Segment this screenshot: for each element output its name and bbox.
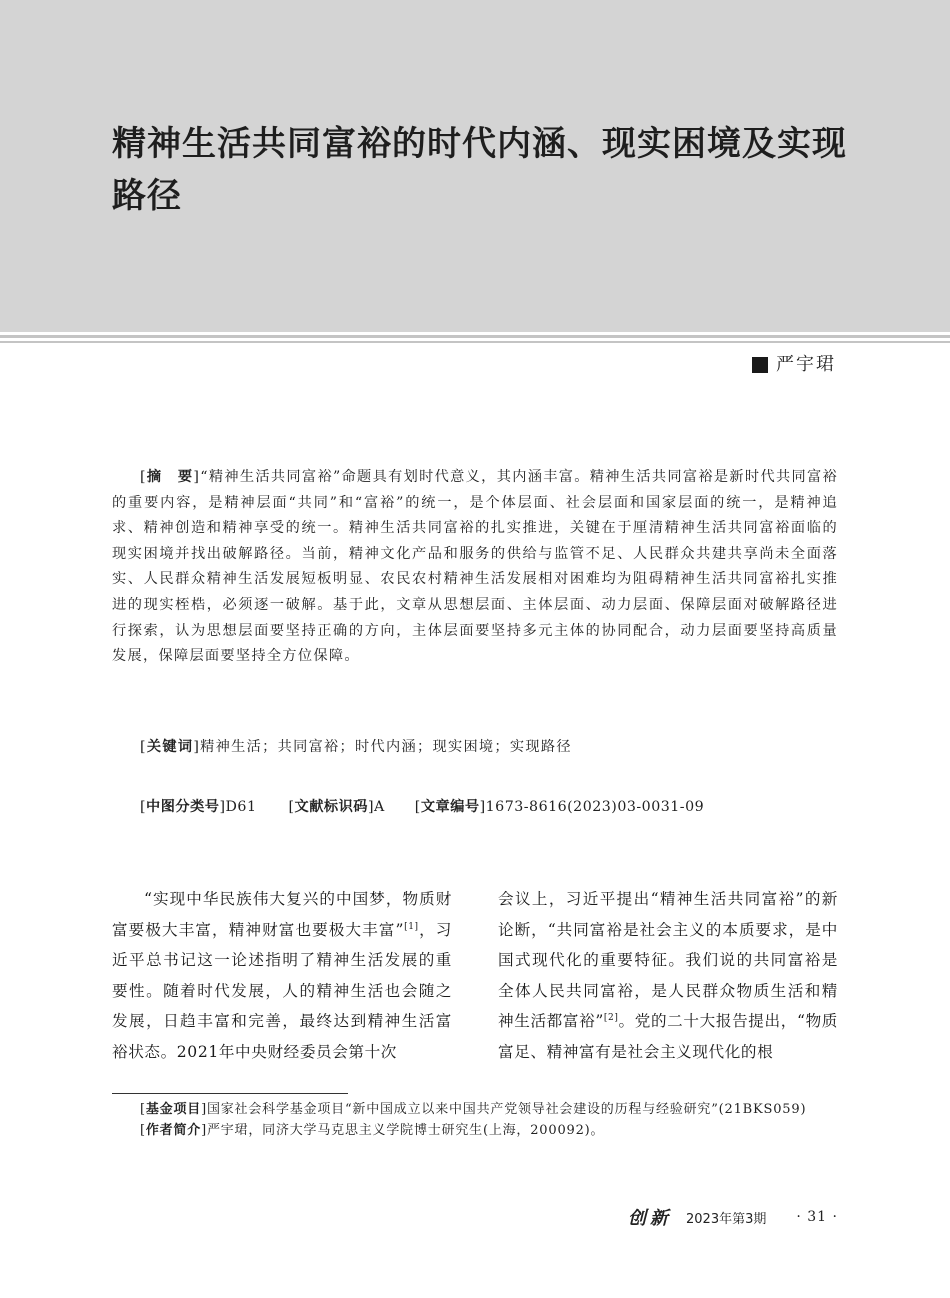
keywords-label: 关键词 [146, 739, 194, 755]
article-number-label: 文章编号 [420, 799, 480, 815]
keywords: [关键词]精神生活；共同富裕；时代内涵；现实困境；实现路径 [140, 739, 572, 755]
clc-label: 中图分类号 [146, 799, 220, 815]
reference-marker-1[interactable]: [1] [404, 921, 419, 932]
clc-code: [中图分类号]D61 [140, 799, 257, 815]
author-name: 严宇珺 [776, 354, 836, 375]
article-number-value: 1673-8616(2023)03-0031-09 [485, 799, 705, 815]
doc-code: [文献标识码]A [288, 799, 385, 815]
footnote-rule [112, 1093, 348, 1094]
footnote-author-bio: [作者简介]严宇珺，同济大学马克思主义学院博士研究生(上海，200092)。 [140, 1123, 605, 1138]
body-right-part1: 会议上，习近平提出“精神生活共同富裕”的新论断，“共同富裕是社会主义的本质要求，是中国式现代化的重要特征。我们说的共同富裕是全体人民共同富裕，是人民群众物质生活和精神生活都富裕” [498, 890, 838, 1030]
body-left-part1: “实现中华民族伟大复兴的中国梦，物质财富要极大丰富，精神财富也要极大丰富” [112, 890, 452, 939]
journal-logo: 创新 [628, 1208, 673, 1229]
footnotes [112, 1099, 842, 1141]
header-rule [0, 335, 950, 338]
black-square-icon [752, 357, 768, 373]
keywords-text: 精神生活；共同富裕；时代内涵；现实困境；实现路径 [200, 739, 572, 755]
author-line [752, 354, 836, 376]
abstract: [摘 要]“精神生活共同富裕”命题具有划时代意义，其内涵丰富。精神生活共同富裕是新时代共同富裕的重要内容，是精神层面“共同”和“富裕”的统一，是个体层面、社会层面和国家层面的统一，是精神追求、精神创造和精神享受的统一。精神生活共同富裕的扎实推进，关键在于厘清精神生活共同富裕面临的现实困境并找出破解路径。当前，精神文化产品和服务的供给与监管不足、人民群众共建共享尚未全面落实、人民群众精神生活发展短板明显、农民农村精神生活发展相对困难均为阻碍精神生活共同富裕扎实推进的现实桎梏，必须逐一破解。基于此，文章从思想层面、主体层面、动力层面、保障层面对破解路径进行探索，认为思想层面要坚持正确的方向，主体层面要坚持多元主体的协同配合，动力层面要坚持高质量发展，保障层面要坚持全方位保障。 [112, 469, 838, 665]
page-number: · 31 · [796, 1209, 838, 1225]
bio-label: 作者简介 [145, 1123, 202, 1138]
abstract-label: 摘 要 [146, 469, 194, 485]
page-footer [628, 1204, 838, 1230]
article-number: [文章编号]1673-8616(2023)03-0031-09 [414, 799, 705, 815]
header-rule-secondary [0, 341, 950, 343]
footnote-fund: [基金项目]国家社会科学基金项目“新中国成立以来中国共产党领导社会建设的历程与经验研究”(21BKS059) [140, 1102, 807, 1117]
doc-code-label: 文献标识码 [294, 799, 368, 815]
body-right-part2: 。党的二十大报告提出，“物质富足、精神富有是社会主义现代化的根 [498, 1012, 838, 1061]
abstract-text: “精神生活共同富裕”命题具有划时代意义，其内涵丰富。精神生活共同富裕是新时代共同富裕的重要内容，是精神层面“共同”和“富裕”的统一，是个体层面、社会层面和国家层面的统一，是精神追求、精神创造和精神享受的统一。精神生活共同富裕的扎实推进，关键在于厘清精神生活共同富裕面临的现实困境并找出破解路径。当前，精神文化产品和服务的供给与监管不足、人民群众共建共享尚未全面落实、人民群众精神生活发展短板明显、农民农村精神生活发展相对困难均为阻碍精神生活共同富裕扎实推进的现实桎梏，必须逐一破解。基于此，文章从思想层面、主体层面、动力层面、保障层面对破解路径进行探索，认为思想层面要坚持正确的方向，主体层面要坚持多元主体的协同配合，动力层面要坚持高质量发展，保障层面要坚持全方位保障。 [112, 469, 838, 665]
body-column-left [112, 884, 452, 1067]
classification-line [140, 795, 840, 819]
bio-text: 严宇珺，同济大学马克思主义学院博士研究生(上海，200092)。 [206, 1123, 605, 1138]
doc-code-value: A [374, 799, 385, 815]
fund-text: 国家社会科学基金项目“新中国成立以来中国共产党领导社会建设的历程与经验研究”(21BKS059) [206, 1102, 807, 1117]
reference-marker-2[interactable]: [2] [603, 1012, 619, 1023]
clc-value: D61 [225, 799, 257, 815]
title-band [0, 0, 950, 332]
issue-label: 2023年第3期 [686, 1211, 767, 1227]
body-left-part2: ，习近平总书记这一论述指明了精神生活发展的重要性。随着时代发展，人的精神生活也会随之发展，日趋丰富和完善，最终达到精神生活富裕状态。2021年中央财经委员会第十次 [112, 920, 452, 1061]
body-column-right [498, 884, 838, 1067]
fund-label: 基金项目 [145, 1102, 202, 1117]
article-title: 精神生活共同富裕的时代内涵、现实困境及实现路径 [112, 124, 847, 216]
